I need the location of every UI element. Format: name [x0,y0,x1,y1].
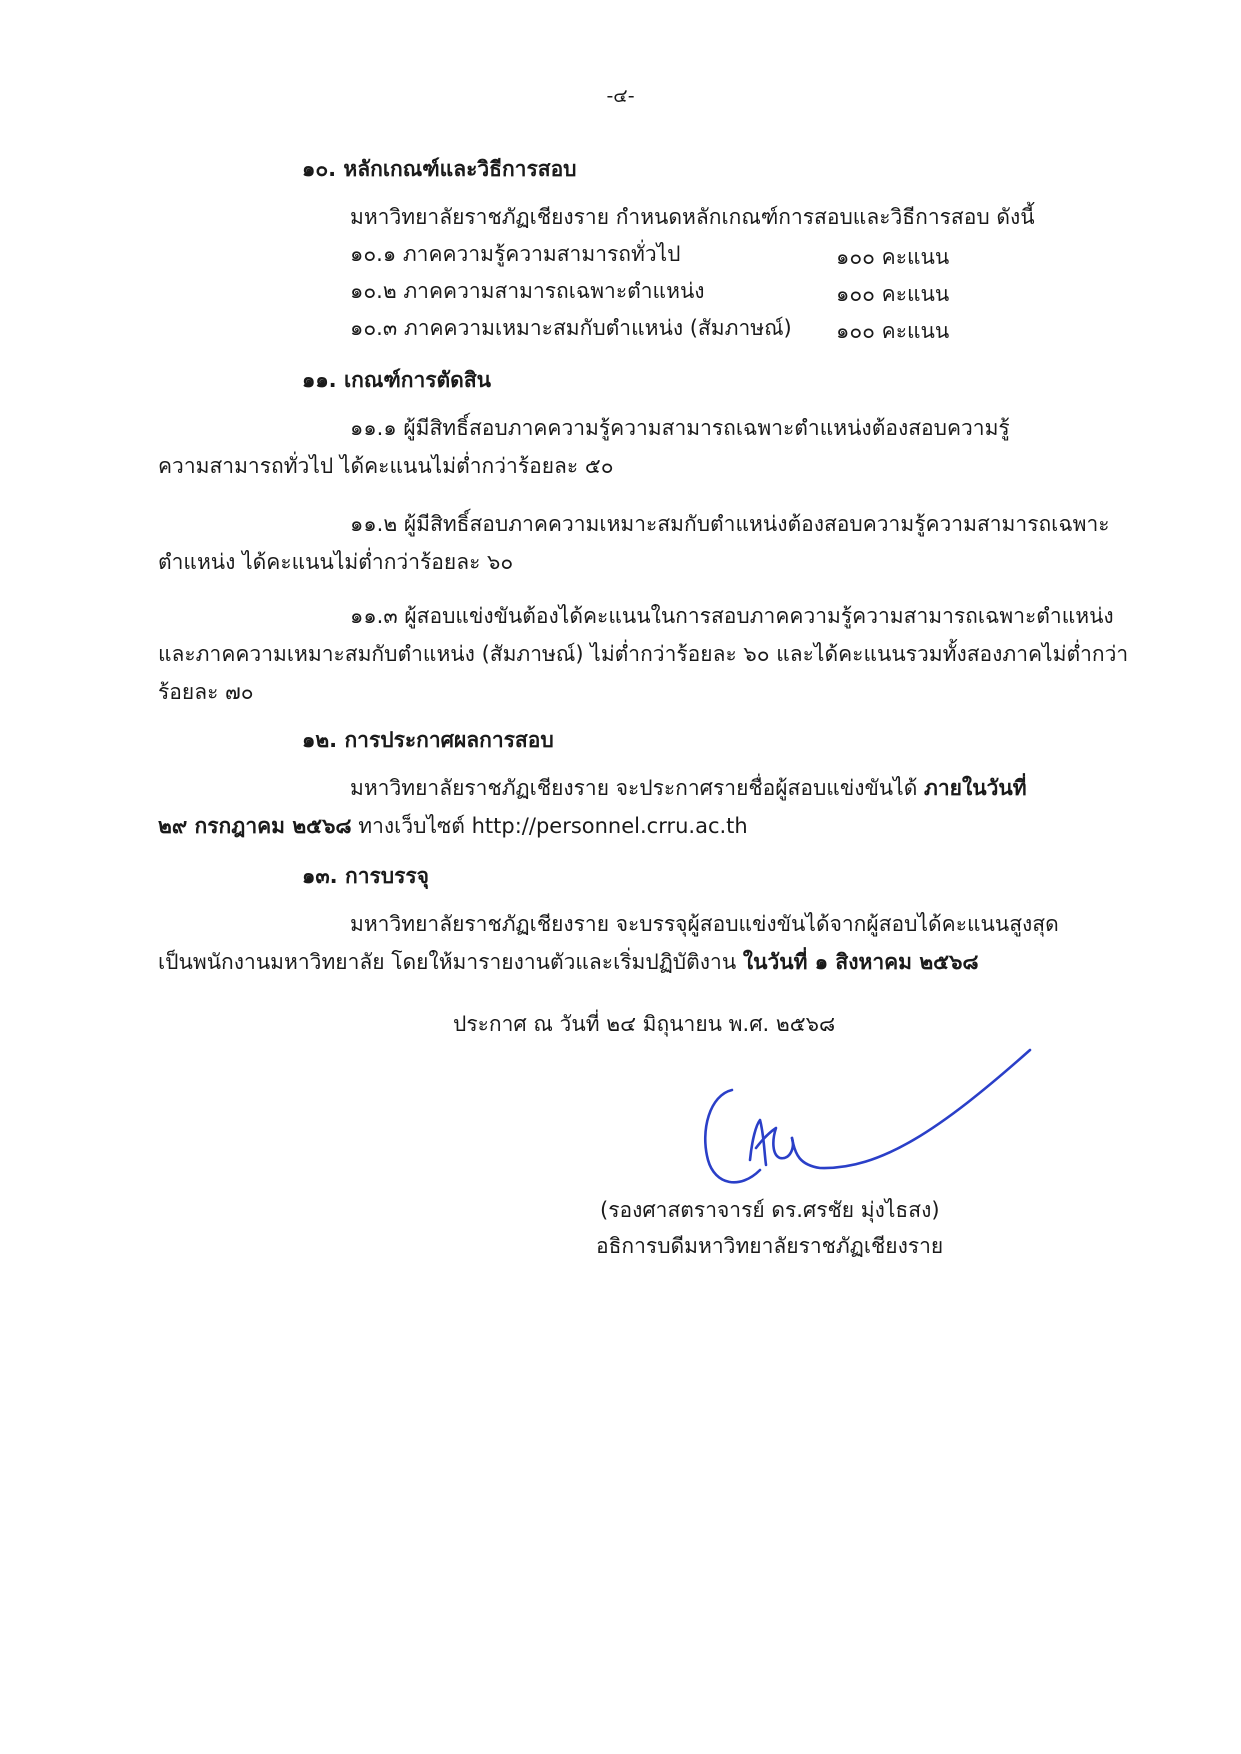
section-11-heading: ๑๑. เกณฑ์การตัดสิน [302,368,491,392]
appointment-text: เป็นพนักงานมหาวิทยาลัย โดยให้มารายงานตัวและเริ่มปฏิบัติงาน [158,950,737,974]
section-13-heading: ๑๓. การบรรจุ [302,864,429,888]
score-item-label: ๑๐.๒ ภาคความสามารถเฉพาะตำแหน่ง [350,279,705,303]
score-item-label: ๑๐.๓ ภาคความเหมาะสมกับตำแหน่ง (สัมภาษณ์) [350,316,792,340]
score-item-value: ๑๐๐ คะแนน [836,319,950,343]
section-12-heading: ๑๒. การประกาศผลการสอบ [302,728,554,752]
score-item-value: ๑๐๐ คะแนน [836,282,950,306]
signature-icon [680,1040,1060,1210]
score-item-label: ๑๐.๑ ภาคความรู้ความสามารถทั่วไป [350,242,681,266]
criteria-paragraph-line: ตำแหน่ง ได้คะแนนไม่ต่ำกว่าร้อยละ ๖๐ [158,550,514,574]
announcement-website: ทางเว็บไซต์ http://personnel.crru.ac.th [358,814,748,838]
criteria-paragraph-line: ความสามารถทั่วไป ได้คะแนนไม่ต่ำกว่าร้อยละ ๕๐ [158,454,614,478]
criteria-paragraph-line: ร้อยละ ๗๐ [158,680,254,704]
signer-name: (รองศาสตราจารย์ ดร.ศรชัย มุ่งไธสง) [600,1198,940,1222]
appointment-date: ในวันที่ ๑ สิงหาคม ๒๕๖๘ [742,950,979,974]
announce-date: ประกาศ ณ วันที่ ๒๔ มิถุนายน พ.ศ. ๒๕๖๘ [453,1012,836,1036]
appointment-paragraph-line [158,948,979,976]
appointment-paragraph-line: มหาวิทยาลัยราชภัฏเชียงราย จะบรรจุผู้สอบแข่งขันได้จากผู้สอบได้คะแนนสูงสุด [350,912,1059,936]
section-10-intro: มหาวิทยาลัยราชภัฏเชียงราย กำหนดหลักเกณฑ์การสอบและวิธีการสอบ ดังนี้ [350,205,1035,229]
score-item-value: ๑๐๐ คะแนน [836,245,950,269]
criteria-paragraph-line: ๑๑.๑ ผู้มีสิทธิ์สอบภาคความรู้ความสามารถเฉพาะตำแหน่งต้องสอบความรู้ [350,416,1010,440]
announcement-deadline-label: ภายในวันที่ [924,776,1027,800]
announcement-paragraph-line [350,774,1027,802]
criteria-paragraph-line: ๑๑.๓ ผู้สอบแข่งขันต้องได้คะแนนในการสอบภาคความรู้ความสามารถเฉพาะตำแหน่ง [350,604,1114,628]
announcement-text: มหาวิทยาลัยราชภัฏเชียงราย จะประกาศรายชื่อผู้สอบแข่งขันได้ [350,776,918,800]
criteria-paragraph-line: ๑๑.๒ ผู้มีสิทธิ์สอบภาคความเหมาะสมกับตำแหน่งต้องสอบความรู้ความสามารถเฉพาะ [350,512,1110,536]
page-number: -๔- [606,85,635,107]
announcement-date: ๒๙ กรกฎาคม ๒๕๖๘ [158,814,352,838]
criteria-paragraph-line: และภาคความเหมาะสมกับตำแหน่ง (สัมภาษณ์) ไม่ต่ำกว่าร้อยละ ๖๐ และได้คะแนนรวมทั้งสองภาคไม่ต่ำกว่า [158,642,1129,666]
signer-title: อธิการบดีมหาวิทยาลัยราชภัฏเชียงราย [596,1234,944,1258]
announcement-paragraph-line [158,812,748,840]
section-10-heading: ๑๐. หลักเกณฑ์และวิธีการสอบ [302,157,577,181]
